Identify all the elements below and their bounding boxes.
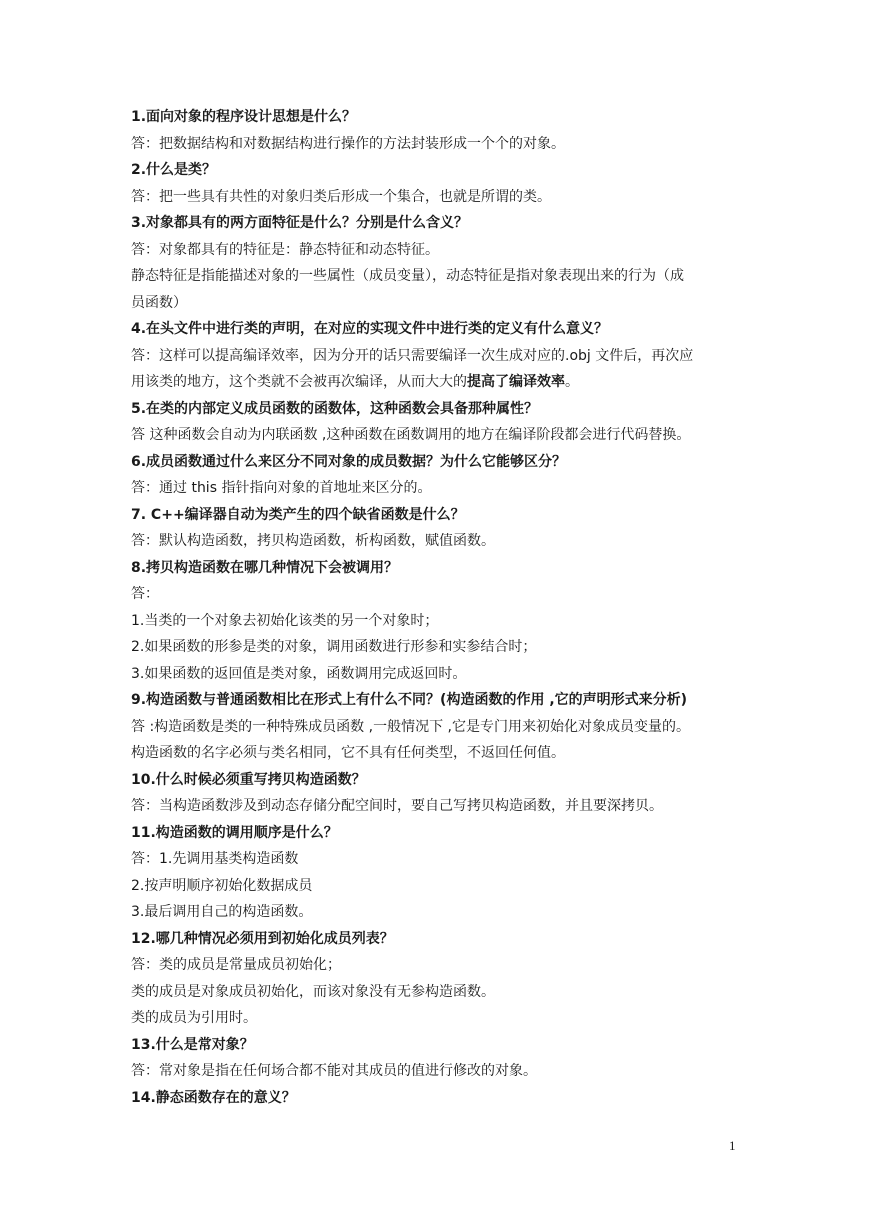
line-text: 10.什么时候必须重写拷贝构造函数？ [131,771,366,788]
answer-text [131,979,743,1006]
line-text: 构造函数的名字必须与类名相同，它不具有任何类型，不返回任何值。 [131,745,565,761]
line-text: 类的成员为引用时。 [131,1010,257,1026]
line-text: 答：1.先调用基类构造函数 [131,851,299,867]
answer-text [131,1058,743,1085]
line-text: 7. C++编译器自动为类产生的四个缺省函数是什么？ [131,506,465,523]
answer-text [131,873,743,900]
question-heading [131,820,743,847]
answer-text [131,131,743,158]
answer-text [131,714,743,741]
answer-text [131,608,743,635]
answer-text [131,263,743,290]
line-text: 1.面向对象的程序设计思想是什么？ [131,109,357,125]
line-text: 类的成员是对象成员初始化，而该对象没有无参构造函数。 [131,983,495,1000]
answer-text [131,634,743,661]
line-text: 答：对象都具有的特征是：静态特征和动态特征。 [131,241,439,258]
answer-text [131,422,743,449]
question-heading [131,396,743,423]
line-text: 14.静态函数存在的意义？ [131,1089,296,1106]
answer-text [131,528,743,555]
answer-text [131,846,743,873]
line-text: 答：把数据结构和对数据结构进行操作的方法封装形成一个个的对象。 [131,135,565,152]
question-heading [131,687,743,714]
line-text: 6.成员函数通过什么来区分不同对象的成员数据？为什么它能够区分？ [131,453,567,470]
page-number: 1 [729,1138,736,1153]
line-text: 答：常对象是指在任何场合都不能对其成员的值进行修改的对象。 [131,1063,537,1079]
line-text: 13.什么是常对象？ [131,1036,254,1053]
line-text: 答：类的成员是常量成员初始化； [131,957,341,973]
answer-text [131,475,743,502]
line-text: 答：这样可以提高编译效率，因为分开的话只需要编译一次生成对应的.obj 文件后，再次应 [131,347,694,364]
line-text: 2.如果函数的形参是类的对象，调用函数进行形参和实参结合时； [131,639,537,655]
question-heading [131,502,743,529]
line-text: 4.在头文件中进行类的声明，在对应的实现文件中进行类的定义有什么意义？ [131,321,609,337]
line-text: 3.对象都具有的两方面特征是什么？分别是什么含义？ [131,215,469,231]
answer-text [131,237,743,264]
line-text: 答：通过 this 指针指向对象的首地址来区分的。 [131,480,432,496]
line-text: 5.在类的内部定义成员函数的函数体，这种函数会具备那种属性？ [131,400,539,417]
line-text: 静态特征是指能描述对象的一些属性（成员变量），动态特征是指对象表现出来的行为（成 [131,268,684,284]
line-text: 答：把一些具有共性的对象归类后形成一个集合，也就是所谓的类。 [131,188,551,205]
answer-text [131,793,743,820]
line-text: 答： [131,586,159,602]
question-heading [131,555,743,582]
question-heading [131,449,743,476]
answer-text [131,899,743,926]
line-text: 用该类的地方，这个类就不会被再次编译，从而大大的 [131,374,467,390]
answer-text [131,343,743,370]
answer-text [131,661,743,688]
answer-text [131,581,743,608]
line-text: 11.构造函数的调用顺序是什么？ [131,824,338,841]
answer-text [131,369,743,396]
line-tail: 。 [565,374,579,390]
line-text: 1.当类的一个对象去初始化该类的另一个对象时； [131,612,439,629]
answer-text [131,740,743,767]
emphasized-text: 提高了编译效率 [467,374,565,390]
line-text: 答 这种函数会自动为内联函数 ,这种函数在函数调用的地方在编译阶段都会进行代码替换。 [131,427,691,443]
answer-text [131,290,743,317]
line-text: 答：当构造函数涉及到动态存储分配空间时，要自己写拷贝构造函数，并且要深拷贝。 [131,798,663,814]
answer-text [131,184,743,211]
question-heading [131,157,743,184]
line-text: 2.按声明顺序初始化数据成员 [131,877,313,894]
answer-text [131,952,743,979]
line-text: 8.拷贝构造函数在哪几种情况下会被调用？ [131,559,399,576]
question-heading [131,316,743,343]
line-text: 答 :构造函数是类的一种特殊成员函数 ,一般情况下 ,它是专门用来初始化对象成员变量的。 [131,718,690,735]
document-body [131,104,743,1111]
answer-text [131,1005,743,1032]
line-text: 12.哪几种情况必须用到初始化成员列表？ [131,930,394,947]
line-text: 3.最后调用自己的构造函数。 [131,904,313,920]
question-heading [131,104,743,131]
question-heading [131,767,743,794]
line-text: 9.构造函数与普通函数相比在形式上有什么不同？(构造函数的作用 ,它的声明形式来分析) [131,692,688,708]
line-text: 答：默认构造函数，拷贝构造函数，析构函数，赋值函数。 [131,533,495,549]
question-heading [131,926,743,953]
line-text: 2.什么是类？ [131,162,217,178]
question-heading [131,1032,743,1059]
question-heading [131,1085,743,1112]
question-heading [131,210,743,237]
line-text: 3.如果函数的返回值是类对象，函数调用完成返回时。 [131,665,467,682]
line-text: 员函数） [131,294,187,311]
